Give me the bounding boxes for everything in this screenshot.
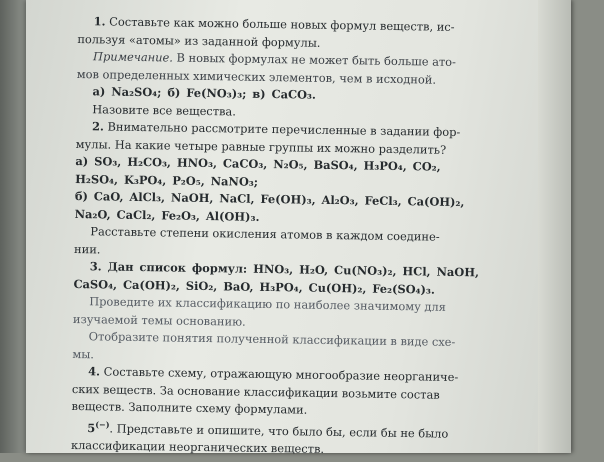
task-1-instruction: Назовите все вещества. (92, 101, 236, 118)
task-2-number: 2. (91, 119, 105, 134)
task-2-line-2: мулы. На какие четыре равные группы их можно разделить? (75, 136, 447, 157)
task-5-line-2: классификации неорганических веществ. (70, 437, 325, 456)
task-2-group-b-line-1: б) CaO, AlCl₃, NaOH, NaCl, Fe(OH)₃, Al₂O₃, FeCl₃, Ca(OH)₂, (74, 188, 465, 210)
task-2-group-a-line-2: H₂SO₄, K₃PO₄, P₂O₅, NaNO₃; (75, 171, 259, 189)
task-2-instruction-line-2: нии. (73, 241, 101, 256)
note-text: В новых формулах не может быть больше ато- (176, 50, 457, 69)
task-3-line-2: CaSO₄, Ca(OH)₂, SiO₂, BaO, H₃PO₄, Cu(OH)₂, Fe₂(SO₄)₃. (73, 276, 436, 297)
task-1-line-1: Составьте как можно больше новых формул веществ, ис- (109, 14, 455, 34)
task-3-instruction-2-line-2: мы. (72, 346, 95, 361)
background-left-edge (0, 0, 26, 453)
task-4-line-1: Составьте схему, отражающую многообразие неорганиче- (103, 364, 459, 385)
task-2-group-a-line-1: а) SO₃, H₂CO₃, HNO₃, CaCO₃, N₂O₅, BaSO₄, H₃PO₄, CO₂, (75, 153, 441, 174)
task-4 (71, 364, 532, 422)
task-4-number: 4. (88, 364, 101, 379)
task-2-line-1: Внимательно рассмотрите перечисленные в задании фор- (107, 119, 461, 140)
note-line-2: мов определенных химических элементов, чем в исходной. (76, 66, 437, 87)
task-3-instruction-1-line-1: Проведите их классификацию по наиболее значимому для (89, 294, 447, 314)
task-3-instruction-2-line-1: Отобразите понятия полученной классификации в виде схе- (88, 329, 456, 349)
plastic-sleeve-edge (538, 0, 571, 453)
task-3 (72, 259, 534, 369)
task-5-line-1: . Представьте и опишите, что было бы, если бы не было (109, 420, 449, 441)
task-3-line-1: Дан список формул: HNO₃, H₂O, Cu(NO₃)₂, HCl, NaOH, (107, 259, 480, 280)
task-5 (71, 416, 532, 460)
task-3-number: 3. (89, 259, 102, 274)
task-2-group-b-line-2: Na₂O, CaCl₂, Fe₂O₃, Al(OH)₃. (74, 206, 260, 224)
textbook-page (71, 0, 538, 462)
task-5-number: 5 (87, 420, 96, 435)
task-2 (74, 119, 536, 264)
task-1-line-2: пользуя «атомы» из заданной формулы. (77, 31, 321, 50)
task-3-instruction-1-line-2: изучаемой темы основанию. (72, 311, 246, 329)
task-4-line-3: веществ. Заполните схему формулами. (71, 398, 308, 417)
task-4-line-2: ских веществ. За основание классификации возьмите состав (71, 381, 440, 402)
task-5-marker: (−) (95, 418, 110, 430)
task-1-number: 1. (93, 14, 106, 29)
note-label: Примечание. (93, 49, 174, 65)
task-2-instruction-line-1: Расставьте степени окисления атомов в каждом соедине- (90, 224, 440, 244)
task-1-formulas: а) Na₂SO₄; б) Fe(NO₃)₃; в) CaCO₃. (92, 84, 317, 102)
task-1 (76, 14, 538, 124)
